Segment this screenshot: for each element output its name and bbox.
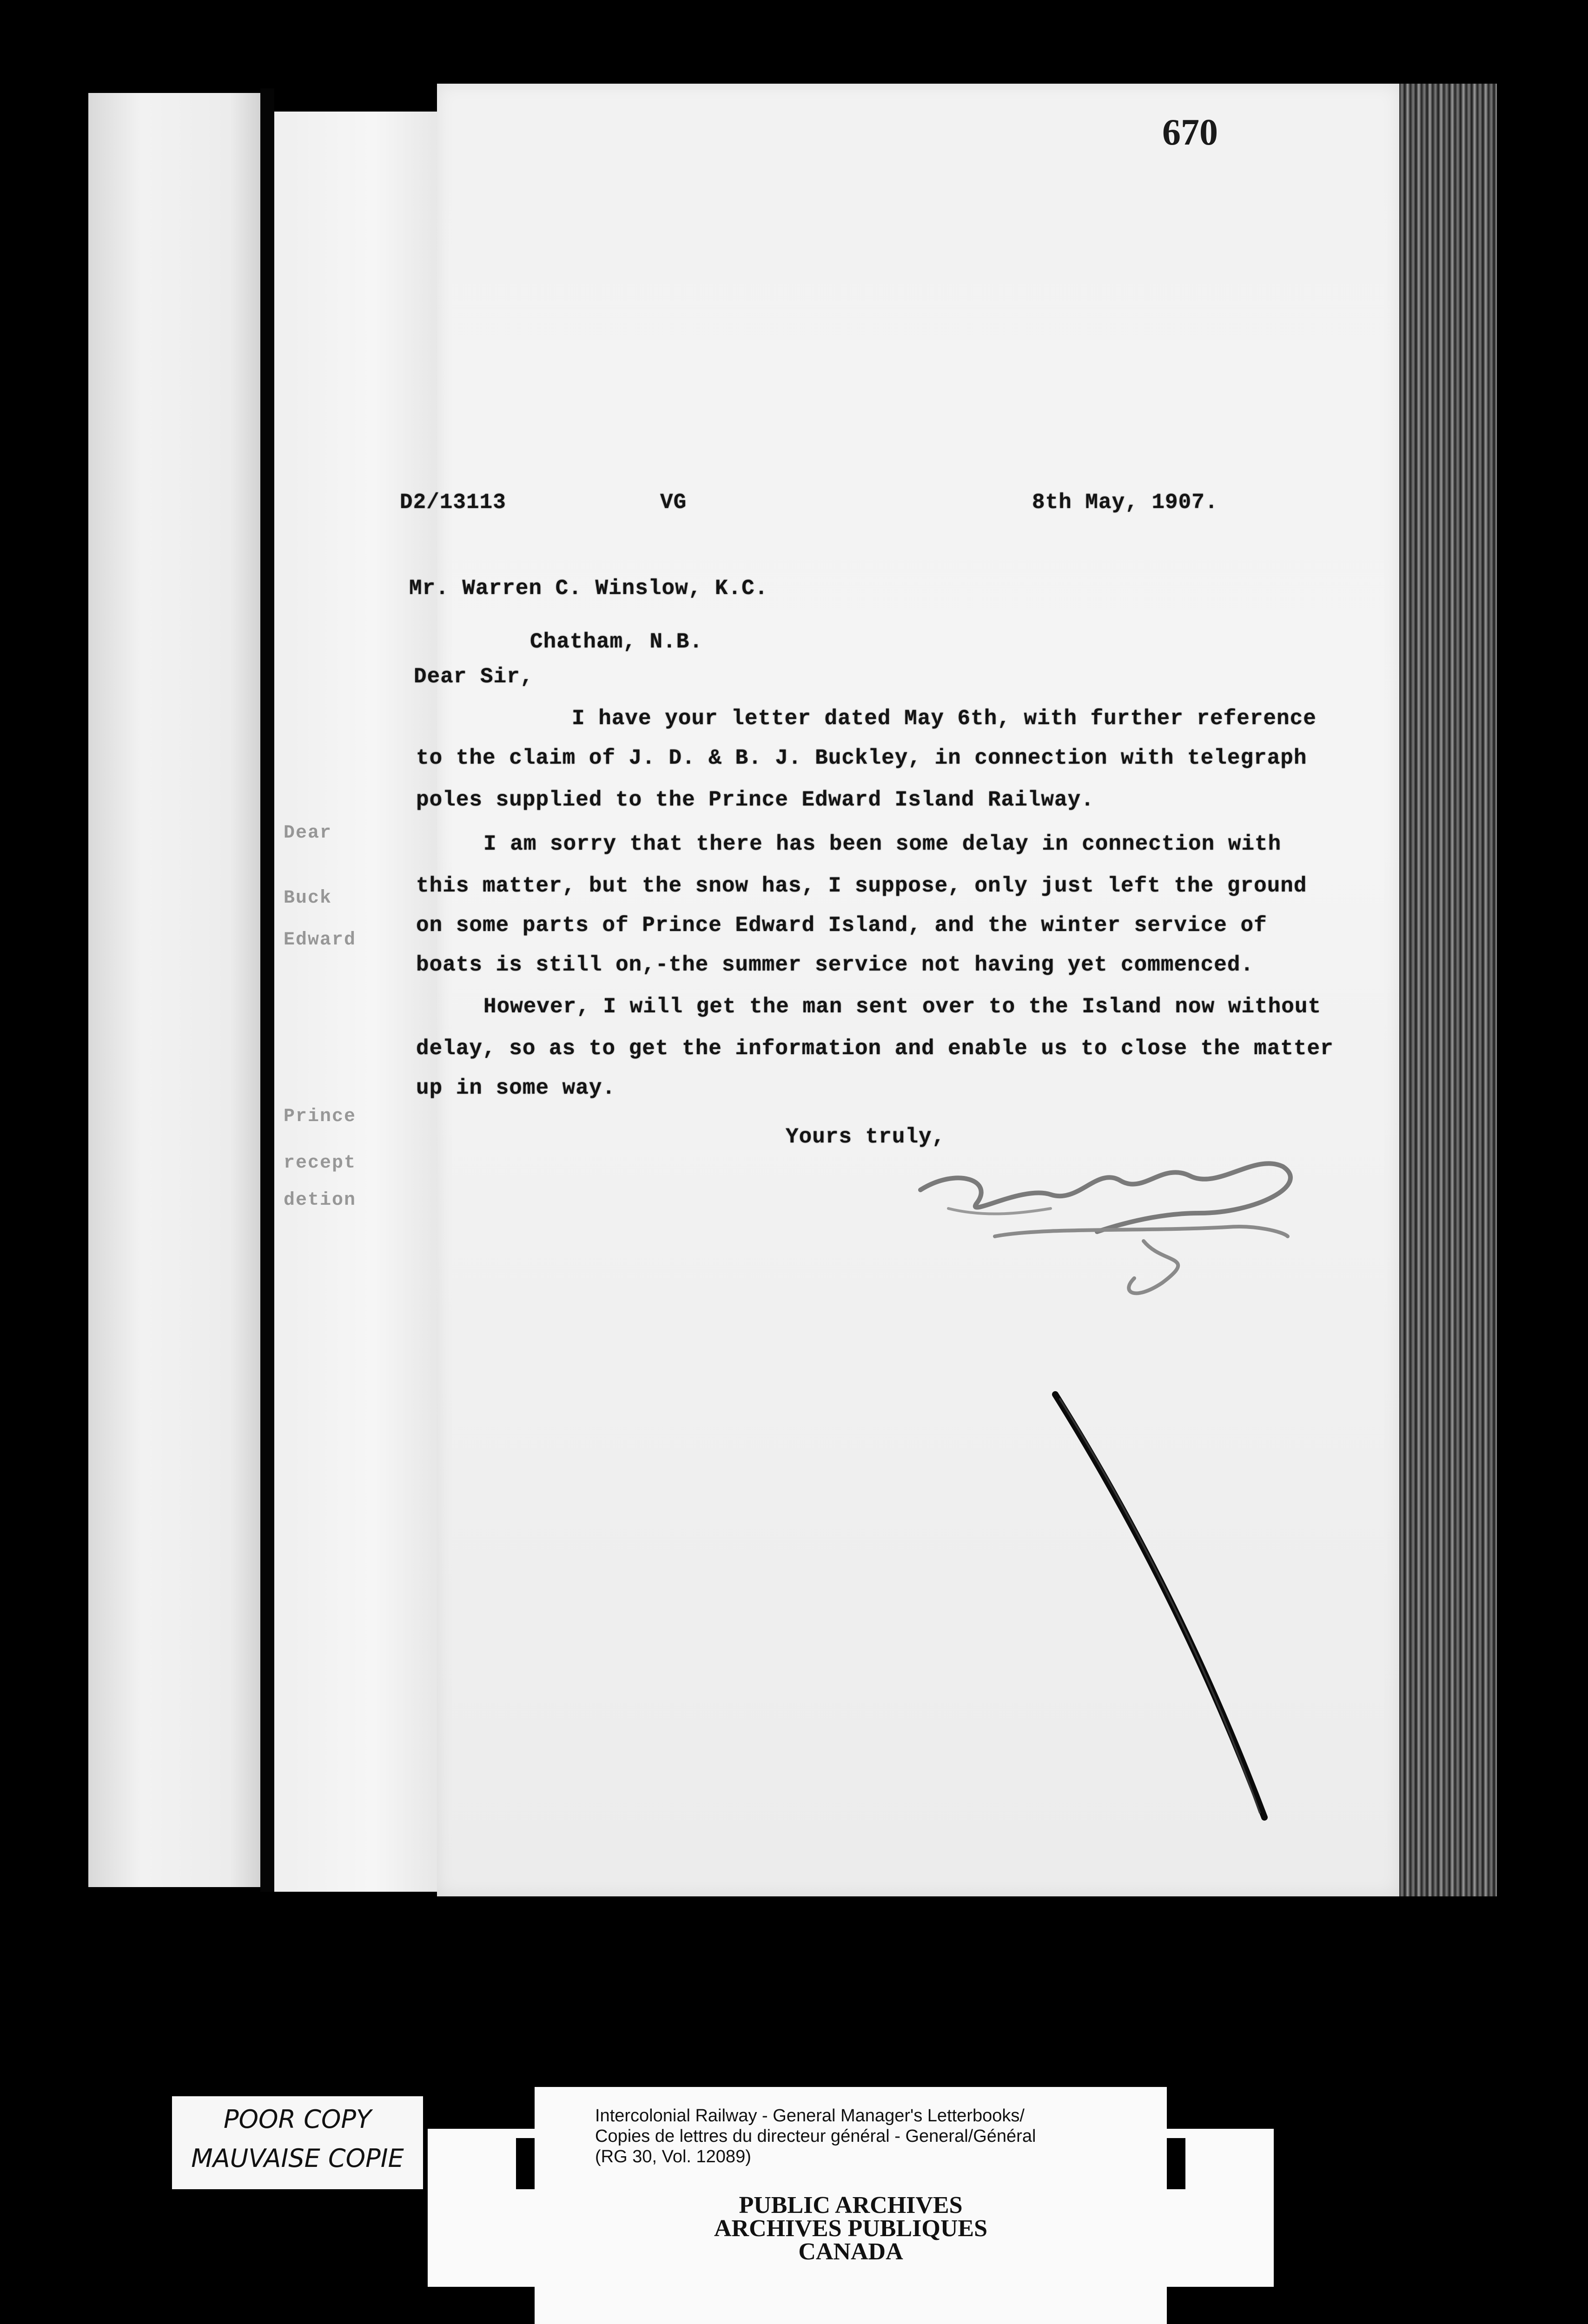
archive-description-line: Intercolonial Railway - General Manager's Letterbooks/ [595, 2106, 1025, 2126]
archive-title-line: ARCHIVES PUBLIQUES [714, 2215, 988, 2242]
archive-description-line: (RG 30, Vol. 12089) [595, 2147, 751, 2166]
bleed-through-text: detion [284, 1190, 357, 1211]
poor-copy-line: POOR COPY [223, 2105, 371, 2134]
letter-initials: VG [660, 490, 687, 515]
bleed-through-text: Dear [284, 823, 332, 844]
poor-copy-label [172, 2096, 423, 2189]
poor-copy-line: MAUVAISE COPIE [191, 2144, 404, 2173]
archive-title-line: PUBLIC ARCHIVES [739, 2192, 963, 2218]
letter-line: I am sorry that there has been some delay in connection with [483, 832, 1282, 856]
bleed-through-text: Buck [284, 888, 332, 909]
letter-closing: Yours truly, [786, 1125, 946, 1149]
letter-line: up in some way. [416, 1076, 616, 1100]
archive-title-line: CANADA [798, 2238, 903, 2265]
archive-description [595, 2106, 1176, 2167]
letter-line: this matter, but the snow has, I suppose, only just left the ground [416, 874, 1307, 898]
salutation: Dear Sir, [414, 665, 534, 689]
letter-line: on some parts of Prince Edward Island, and the winter service of [416, 913, 1267, 938]
previous-page [274, 112, 442, 1892]
recipient-place: Chatham, N.B. [530, 630, 703, 654]
letter-line: poles supplied to the Prince Edward Island Railway. [416, 788, 1094, 812]
page-stack-edge [1399, 84, 1497, 1896]
left-page-strip [88, 93, 265, 1887]
letter-line: to the claim of J. D. & B. J. Buckley, in connection with telegraph [416, 746, 1307, 770]
recipient-name: Mr. Warren C. Winslow, K.C. [409, 576, 768, 601]
archive-title [535, 2194, 1167, 2264]
letter-line: delay, so as to get the information and enable us to close the matter [416, 1037, 1334, 1061]
letter-reference: D2/13113 [400, 490, 506, 515]
bleed-through-text: Edward [284, 930, 357, 951]
handwritten-signature [902, 1125, 1320, 1322]
letter-line: I have your letter dated May 6th, with further reference [572, 706, 1317, 731]
archive-card-notch [516, 2138, 535, 2189]
bleed-through-text: recept [284, 1153, 357, 1174]
archive-description-line: Copies de lettres du directeur général - General/Général [595, 2126, 1036, 2146]
pen-stroke-mark [1041, 1385, 1283, 1834]
page-gutter [260, 88, 274, 1892]
letter-date: 8th May, 1907. [1032, 490, 1218, 515]
letter-line: However, I will get the man sent over to the Island now without [483, 995, 1322, 1019]
letter-line: boats is still on,-the summer service not having yet commenced. [416, 953, 1254, 977]
bleed-through-text: Prince [284, 1106, 357, 1127]
page-number: 670 [1162, 112, 1218, 153]
